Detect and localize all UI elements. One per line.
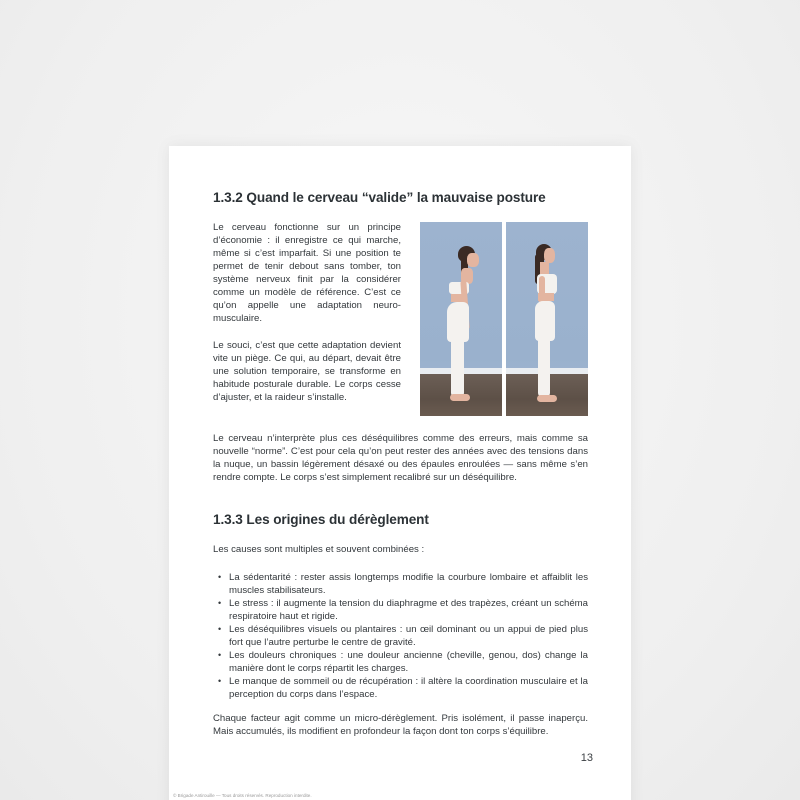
paragraph: Le cerveau fonctionne sur un principe d’économie : il enregistre ce qui marche, même si c’est imparfait. Si une position te permet de tenir debout sans tomber, ton système nerveux finit par la considérer comme un modèle de référence. C’est ce qu’on appelle une adaptation neuro-musculaire. (213, 222, 401, 324)
list-item: • La sédentarité : rester assis longtemps modifie la courbure lombaire et affaiblit les muscles stabilisateurs. (218, 572, 588, 596)
section-heading-1-3-3: 1.3.3 Les origines du dérèglement (213, 512, 429, 527)
paragraph: Le cerveau n’interprète plus ces déséquilibres comme des erreurs, mais comme sa nouvelle “norme”. C’est pour cela qu’on peut rester des années avec des tensions dans la nuque, un bassin légèrement désaxé ou des épaules enroulées — sans même s’en rendre compte. Le corps s’est simplement recalibré sur un déséquilibre. (213, 433, 588, 483)
bullet-icon: • (218, 650, 222, 660)
posture-photo-before (420, 222, 502, 416)
causes-list (213, 571, 588, 701)
section-heading-1-3-2: 1.3.2 Quand le cerveau “valide” la mauvaise posture (213, 190, 546, 205)
section-intro: Les causes sont multiples et souvent combinées : (213, 544, 425, 555)
page-number: 13 (580, 752, 593, 764)
list-item: • Le manque de sommeil ou de récupération : il altère la coordination musculaire et la perception du corps dans l’espace. (218, 676, 588, 700)
paragraph: Le souci, c’est que cette adaptation devient vite un piège. Ce qui, au départ, devait être une solution temporaire, se transforme en habitude posturale durable. Le corps cesse d’ajuster, et la raideur s’installe. (213, 340, 401, 403)
posture-photo-after (506, 222, 588, 416)
copyright-footer: © Brigade Antirouille — Tous droits réservés. Reproduction interdite. (173, 793, 312, 798)
document-page (169, 146, 631, 800)
posture-comparison-figure (420, 222, 588, 416)
list-item: • Les déséquilibres visuels ou plantaires : un œil dominant ou un appui de pied plus fort que l’autre perturbe le centre de gravité. (218, 624, 588, 648)
bullet-icon: • (218, 624, 222, 634)
list-item: • Les douleurs chroniques : une douleur ancienne (cheville, genou, dos) change la manière dont le corps répartit les charges. (218, 650, 588, 674)
bullet-icon: • (218, 572, 222, 582)
conclusion-paragraph: Chaque facteur agit comme un micro-dérèglement. Pris isolément, il passe inaperçu. Mais accumulés, ils modifient en profondeur la façon dont ton corps s’équilibre. (213, 713, 588, 737)
bullet-icon: • (218, 676, 222, 686)
list-item: • Le stress : il augmente la tension du diaphragme et des trapèzes, créant un schéma respiratoire haut et rigide. (218, 598, 588, 622)
bullet-icon: • (218, 598, 222, 608)
